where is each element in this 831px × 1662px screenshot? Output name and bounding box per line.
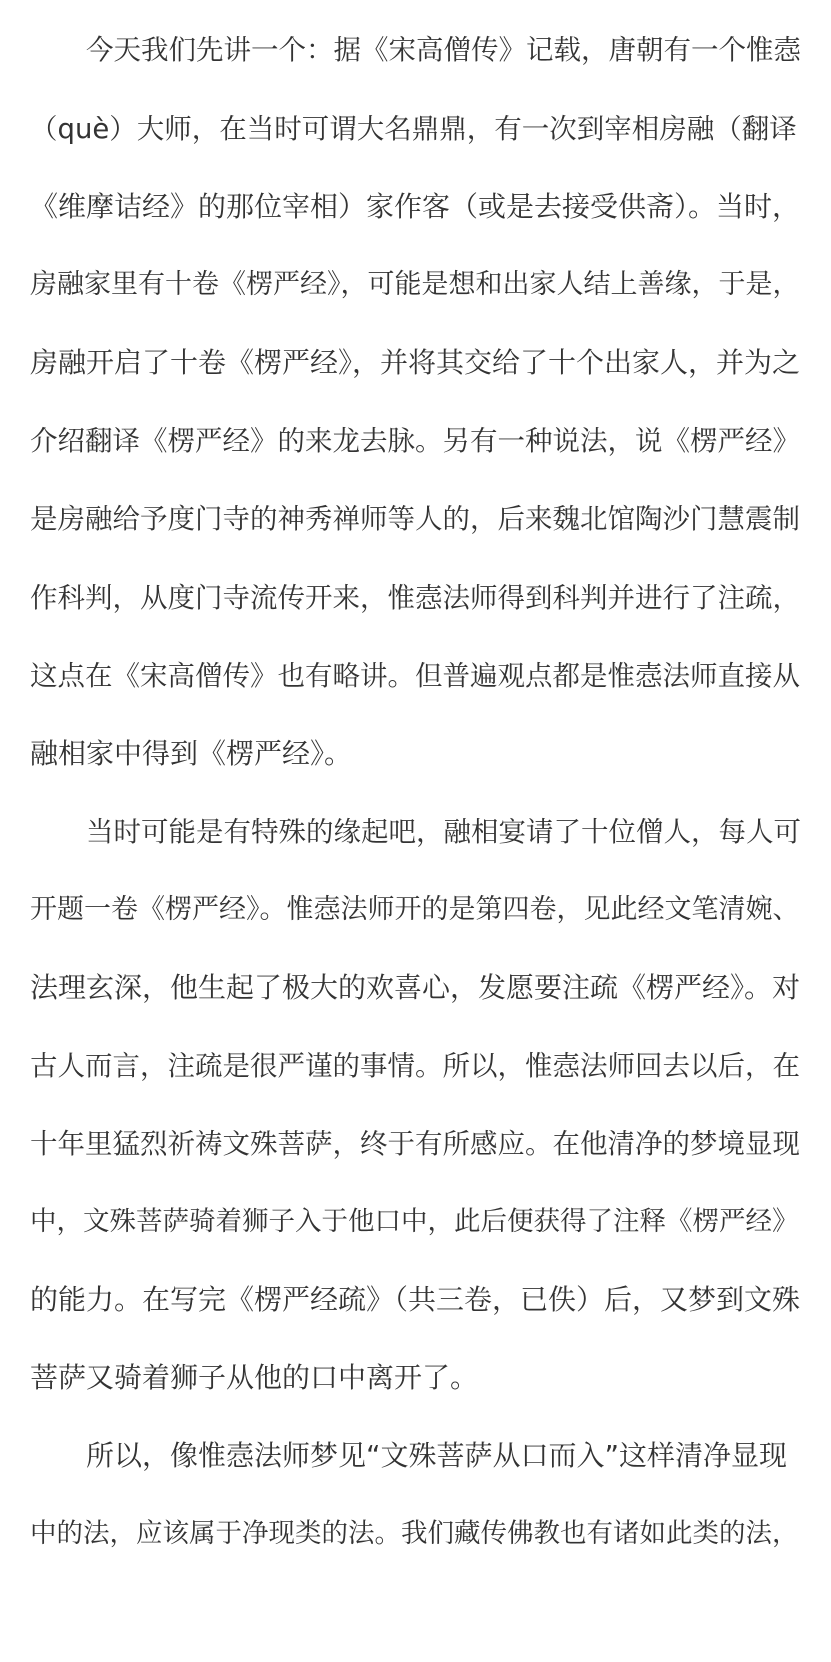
text-line-20: 中的法，应该属于净现类的法。我们藏传佛教也有诸如此类的法， (30, 1518, 799, 1549)
text-line-7: 是房融给予度门寺的神秀禅师等人的，后来魏北馆陶沙门慧震制 (30, 503, 800, 535)
text-line-8: 作科判，从度门寺流传开来，惟悫法师得到科判并进行了注疏， (30, 582, 800, 614)
text-line-3: 《维摩诘经》的那位宰相）家作客（或是去接受供斋）。当时， (30, 190, 801, 223)
text-line-4: 房融家里有十卷《楞严经》，可能是想和出家人结上善缘，于是， (30, 269, 800, 300)
text-line-2: （què）大师，在当时可谓大名鼎鼎，有一次到宰相房融（翻译 (30, 113, 797, 145)
text-line-15: 十年里猛烈祈祷文殊菩萨，终于有所感应。在他清净的梦境显现 (30, 1128, 800, 1160)
text-line-13: 法理玄深，他生起了极大的欢喜心，发愿要注疏《楞严经》。对 (30, 971, 801, 1004)
text-line-18: 菩萨又骑着狮子从他的口中离开了。 (30, 1361, 479, 1394)
text-line-12: 开题一卷《楞严经》。惟悫法师开的是第四卷，见此经文笔清婉、 (30, 894, 800, 925)
text-line-17: 的能力。在写完《楞严经疏》（共三卷，已佚）后，又梦到文殊 (30, 1283, 801, 1316)
text-line-10: 融相家中得到《楞严经》。 (30, 737, 353, 770)
text-line-11: 当时可能是有特殊的缘起吧，融相宴请了十位僧人，每人可 (86, 816, 801, 848)
text-line-6: 介绍翻译《楞严经》的来龙去脉。另有一种说法，说《楞严经》 (30, 425, 800, 457)
text-line-14: 古人而言，注疏是很严谨的事情。所以，惟悫法师回去以后，在 (30, 1050, 800, 1082)
text-line-1: 今天我们先讲一个：据《宋高僧传》记载，唐朝有一个惟悫 (86, 34, 801, 66)
text-line-5: 房融开启了十卷《楞严经》，并将其交给了十个出家人，并为之 (30, 346, 801, 379)
text-line-9: 这点在《宋高僧传》也有略讲。但普遍观点都是惟悫法师直接从 (30, 660, 800, 692)
text-line-16: 中，文殊菩萨骑着狮子入于他口中，此后便获得了注释《楞严经》 (30, 1206, 799, 1237)
text-line-19: 所以，像惟悫法师梦见“文殊菩萨从口而入”这样清净显现 (86, 1439, 788, 1472)
